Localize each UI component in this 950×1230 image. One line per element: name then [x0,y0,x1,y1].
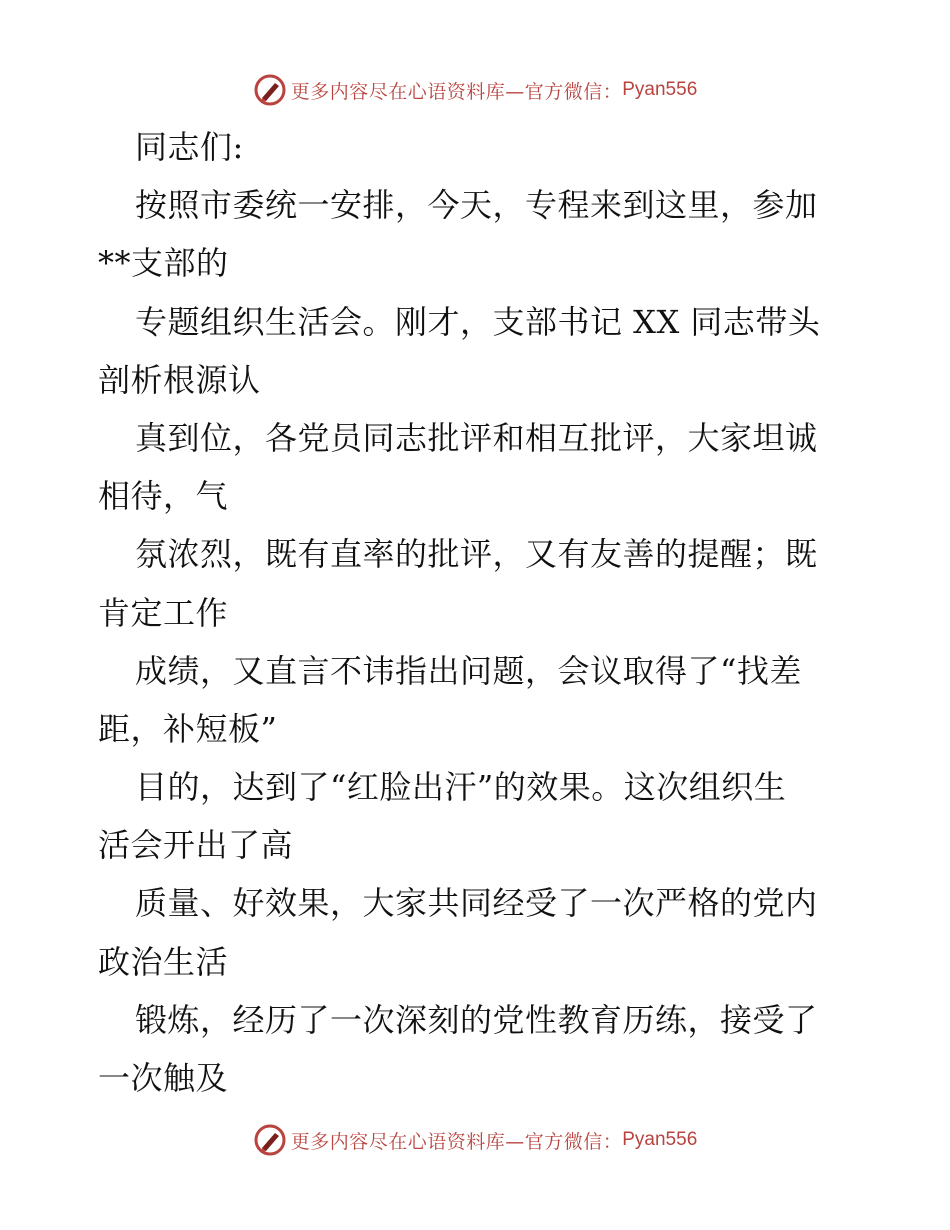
body-line: 一次触及 [98,1059,229,1097]
body-line: 目的，达到了“红脸出汗”的效果。这次组织生 [135,768,787,807]
body-line: 真到位，各党员同志批评和相互批评，大家坦诚 [135,418,818,457]
body-line: 肯定工作 [98,593,229,632]
banner-text: 更多内容尽在心语资料库—官方微信： [290,80,623,103]
body-line: 政治生活 [98,942,229,981]
body-line: 距，补短板” [98,709,278,748]
body-line: 氛浓烈，既有直率的批评，又有友善的提醒；既 [135,535,818,574]
body-line: 活会开出了高 [98,826,294,865]
banner-handle: Pyan556 [622,79,698,100]
body-line: 专题组织生活会。刚才，支部书记 XX 同志带头 [135,302,821,341]
body-line: **支部的 [98,244,229,283]
banner-text: 更多内容尽在心语资料库—官方微信： [290,1130,623,1153]
banner-handle: Pyan556 [622,1129,698,1150]
footer-banner [0,1120,950,1160]
body-line: 质量、好效果，大家共同经受了一次严格的党内 [135,884,818,923]
pen-logo-icon [253,1123,287,1157]
body-line: 相待，气 [98,477,229,516]
body-line: 同志们: [135,128,244,166]
body-line: 锻炼，经历了一次深刻的党性教育历练，接受了 [135,1000,818,1039]
body-line: 按照市委统一安排，今天，专程来到这里，参加 [135,186,818,225]
body-line: 成绩，又直言不讳指出问题，会议取得了“找差 [135,651,802,690]
body-line: 剖析根源认 [98,360,261,399]
pen-logo-icon [253,73,287,107]
header-banner [0,70,950,110]
document-body [98,118,858,1107]
